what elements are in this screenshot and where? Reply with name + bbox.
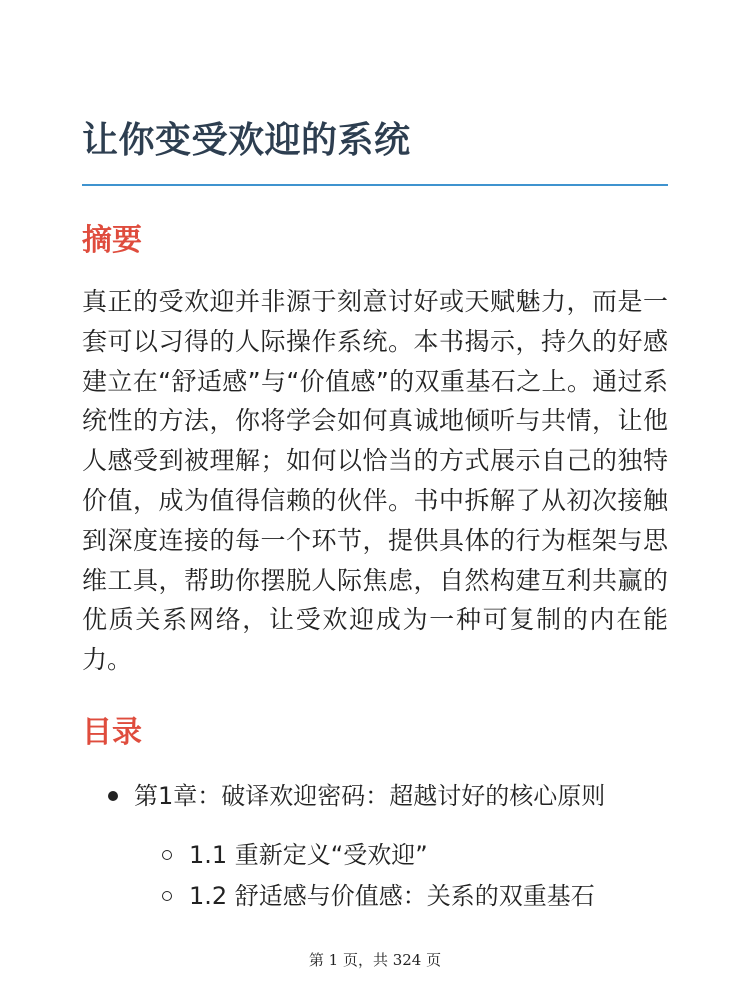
toc-section-label: 1.2 舒适感与价值感：关系的双重基石 [189,882,595,910]
toc-heading: 目录 [82,715,142,750]
abstract-paragraph: 真正的受欢迎并非源于刻意讨好或天赋魅力，而是一套可以习得的人际操作系统。本书揭示，持久的好感建立在“舒适感”与“价值感”的双重基石之上。通过系统性的方法，你将学会如何真诚地倾听与共情，让他人感受到被理解；如何以恰当的方式展示自己的独特价值，成为值得信赖的伙伴。书中拆解了从初次接触到深度连接的每一个环节，提供具体的行为框架与思维工具，帮助你摆脱人际焦虑，自然构建互利共赢的优质关系网络，让受欢迎成为一种可复制的内在能力。 [82,287,668,675]
toc-section-1-2[interactable] [189,876,595,916]
toc-section-label: 1.1 重新定义“受欢迎” [189,841,428,869]
title-divider [82,184,668,186]
document-title: 让你变受欢迎的系统 [82,120,411,161]
bullet-dot-icon [108,791,118,801]
bullet-circle-icon [162,891,172,901]
toc-section-1-1[interactable] [189,835,428,875]
toc-chapter-1[interactable] [134,776,605,816]
toc-chapter-label: 第1章：破译欢迎密码：超越讨好的核心原则 [134,782,606,810]
page-number-footer: 第 1 页，共 324 页 [308,951,442,969]
bullet-circle-icon [162,850,172,860]
abstract-heading: 摘要 [82,223,142,258]
document-page [82,0,668,1000]
